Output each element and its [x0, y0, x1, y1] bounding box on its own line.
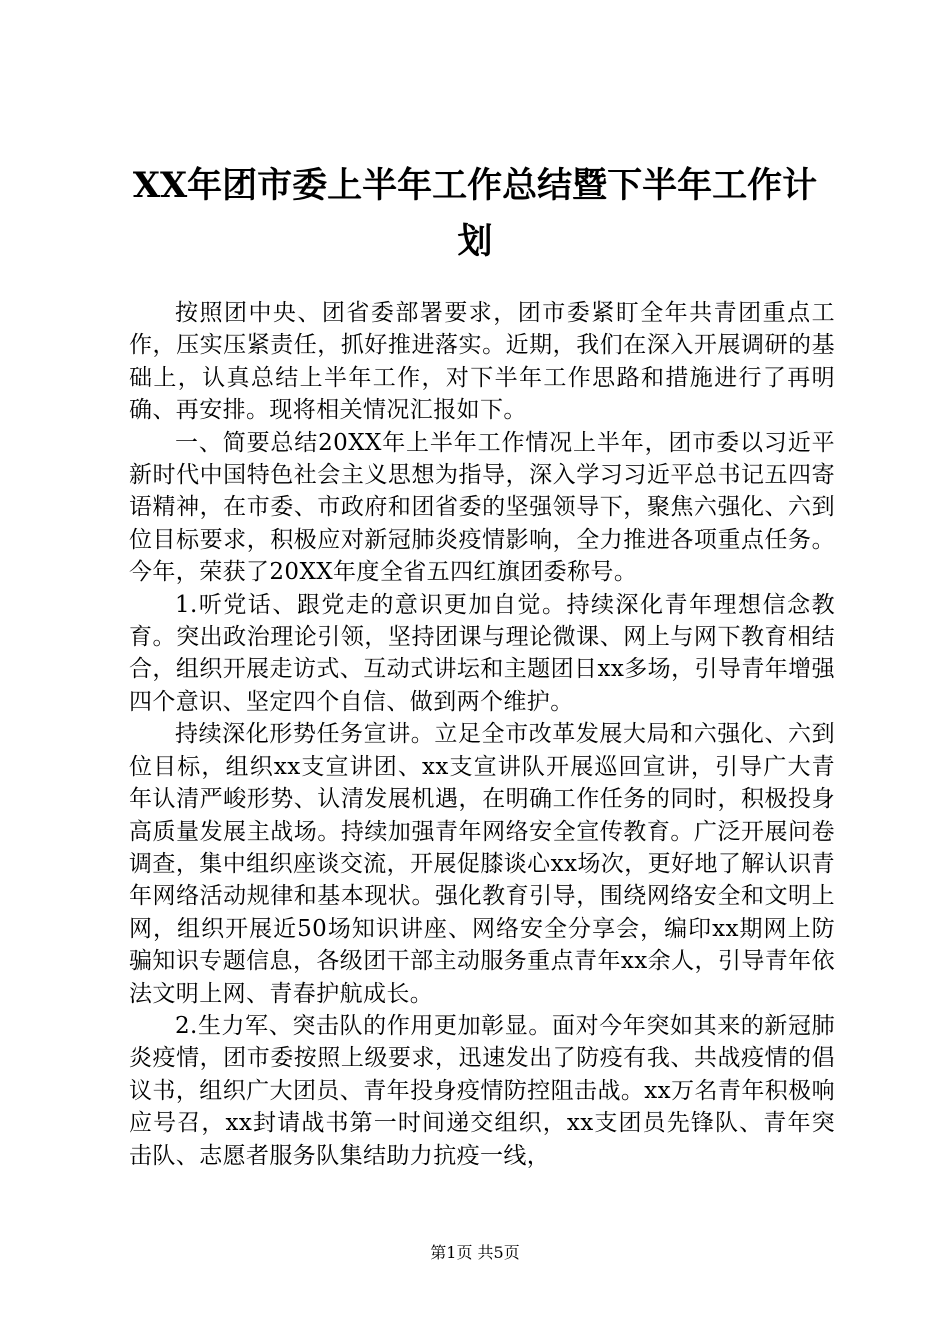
paragraph-item-2: 2.生力军、突击队的作用更加彰显。面对今年突如其来的新冠肺炎疫情，团市委按照上级要求，迅速发出了防疫有我、共战疫情的倡议书，组织广大团员、青年投身疫情防控阻击战。xx万名青年积极响应号召，xx封请战书第一时间递交组织，xx支团员先锋队、青年突击队、志愿者服务队集结助力抗疫一线，	[129, 1012, 835, 1169]
paragraph-item-1-continued: 持续深化形势任务宣讲。立足全市改革发展大局和六强化、六到位目标，组织xx支宣讲团、xx支宣讲队开展巡回宣讲，引导广大青年认清严峻形势、认清发展机遇，在明确工作任务的同时，积极投身高质量发展主战场。持续加强青年网络安全宣传教育。广泛开展问卷调查，集中组织座谈交流，开展促膝谈心xx场次，更好地了解认识青年网络活动规律和基本现状。强化教育引导，围绕网络安全和文明上网，组织开展近50场知识讲座、网络安全分享会，编印xx期网上防骗知识专题信息，各级团干部主动服务重点青年xx余人，引导青年依法文明上网、青春护航成长。	[129, 721, 835, 1007]
paragraph-section-1: 一、简要总结20XX年上半年工作情况上半年，团市委以习近平新时代中国特色社会主义思想为指导，深入学习习近平总书记五四寄语精神，在市委、市政府和团省委的坚强领导下，聚焦六强化、六到位目标要求，积极应对新冠肺炎疫情影响，全力推进各项重点任务。今年，荣获了20XX年度全省五四红旗团委称号。	[129, 429, 835, 586]
paragraph-item-1: 1.听党话、跟党走的意识更加自觉。持续深化青年理想信念教育。突出政治理论引领，坚持团课与理论微课、网上与网下教育相结合，组织开展走访式、互动式讲坛和主题团日xx多场，引导青年增强四个意识、坚定四个自信、做到两个维护。	[129, 591, 835, 715]
page-footer: 第1页 共5页	[430, 1243, 520, 1262]
document-title-line-2: 划	[457, 221, 493, 262]
paragraph-intro: 按照团中央、团省委部署要求，团市委紧盯全年共青团重点工作，压实压紧责任，抓好推进落实。近期，我们在深入开展调研的基础上，认真总结上半年工作，对下半年工作思路和措施进行了再明确、再安排。现将相关情况汇报如下。	[129, 300, 835, 424]
document-title	[120, 158, 830, 270]
document-body	[129, 297, 835, 1172]
document-title-line-1: XX年团市委上半年工作总结暨下半年工作计	[132, 165, 818, 206]
